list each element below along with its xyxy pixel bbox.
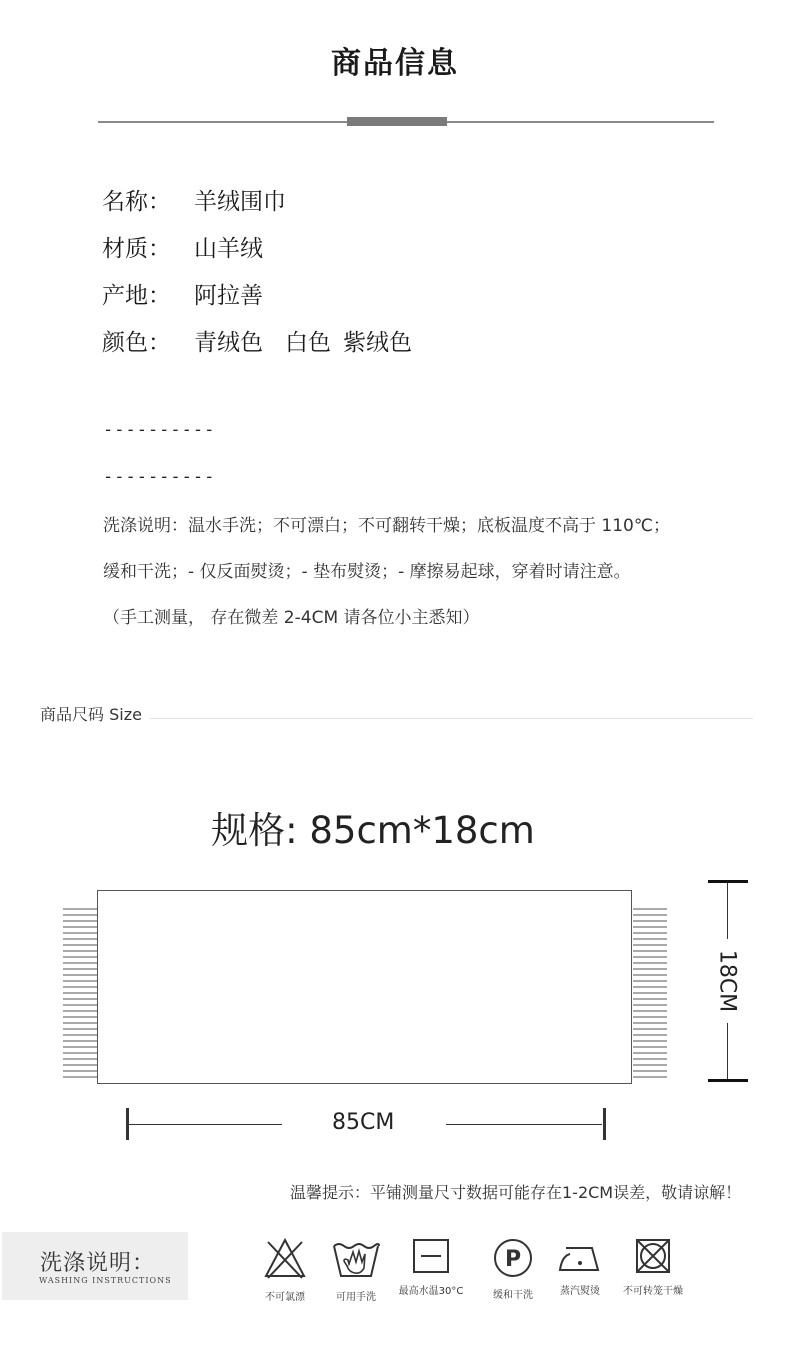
info-value: 羊绒围巾 [194, 189, 286, 215]
hand-wash-icon [331, 1236, 381, 1282]
dash-separator: ---------- [103, 467, 216, 487]
info-key: 颜色： [102, 330, 171, 356]
max-temp-icon [411, 1236, 451, 1276]
size-section-divider [150, 718, 753, 719]
dimension-cap [708, 1079, 748, 1082]
size-spec: 规格: 85cm*18cm [211, 809, 535, 852]
info-key: 名称： [102, 189, 171, 215]
info-row-name [102, 183, 286, 216]
info-row-color [102, 324, 412, 357]
info-row-origin [102, 277, 263, 310]
info-key: 产地： [102, 283, 171, 309]
care-label: 缓和干洗 [493, 1290, 533, 1301]
steam-iron-icon [556, 1236, 604, 1276]
page-title: 商品信息 [331, 46, 459, 81]
dimension-line [446, 1124, 602, 1125]
dimension-cap [708, 880, 748, 883]
title-accent-bar [347, 117, 447, 126]
color-option: 白色 [285, 330, 331, 356]
dash-separator: ---------- [103, 420, 216, 440]
no-bleach-icon [262, 1236, 308, 1282]
wash-title-en: WASHING INSTRUCTIONS [39, 1276, 172, 1285]
info-row-material [102, 230, 263, 263]
dry-clean-icon [491, 1236, 535, 1280]
color-option: 青绒色 [194, 330, 263, 356]
dimension-cap [603, 1108, 606, 1140]
washing-note: 洗涤说明：温水手洗；不可漂白；不可翻转干燥；底板温度不高于 110℃； [103, 516, 670, 536]
size-section-label: 商品尺码 Size [40, 705, 142, 724]
width-label: 85CM [332, 1110, 395, 1135]
care-label: 最高水温30°C [398, 1286, 464, 1297]
care-label: 可用手洗 [336, 1292, 376, 1303]
dimension-line [129, 1124, 282, 1125]
info-key: 材质： [102, 236, 171, 262]
care-label: 蒸汽熨烫 [560, 1286, 600, 1297]
no-tumble-dry-icon [633, 1236, 673, 1276]
height-label: 18CM [714, 949, 740, 1013]
dimension-line [727, 1023, 728, 1079]
measurement-note: （手工测量， 存在微差 2-4CM 请各位小主悉知） [103, 608, 480, 628]
info-value: 阿拉善 [194, 283, 263, 309]
measurement-tip: 温馨提示：平铺测量尺寸数据可能存在1-2CM误差，敬请谅解！ [290, 1183, 742, 1202]
width-dimension [126, 1108, 607, 1142]
dimension-line [727, 883, 728, 939]
care-item-max-temp [386, 1236, 476, 1297]
care-item-no-tumble-dry [608, 1236, 698, 1297]
svg-text:P: P [504, 1247, 522, 1272]
care-label: 不可转笼干燥 [623, 1286, 683, 1297]
wash-instructions-title [2, 1232, 188, 1300]
height-dimension [706, 880, 748, 1082]
washing-note: 缓和干洗；- 仅反面熨烫；- 垫布熨烫；- 摩擦易起球，穿着时请注意。 [103, 562, 631, 582]
care-label: 不可氯漂 [265, 1292, 305, 1303]
scarf-fringe-right [633, 908, 667, 1080]
wash-title-cn: 洗涤说明： [40, 1251, 156, 1276]
scarf-diagram [97, 890, 632, 1084]
info-value: 山羊绒 [194, 236, 263, 262]
color-option: 紫绒色 [343, 330, 412, 356]
scarf-fringe-left [63, 908, 97, 1080]
